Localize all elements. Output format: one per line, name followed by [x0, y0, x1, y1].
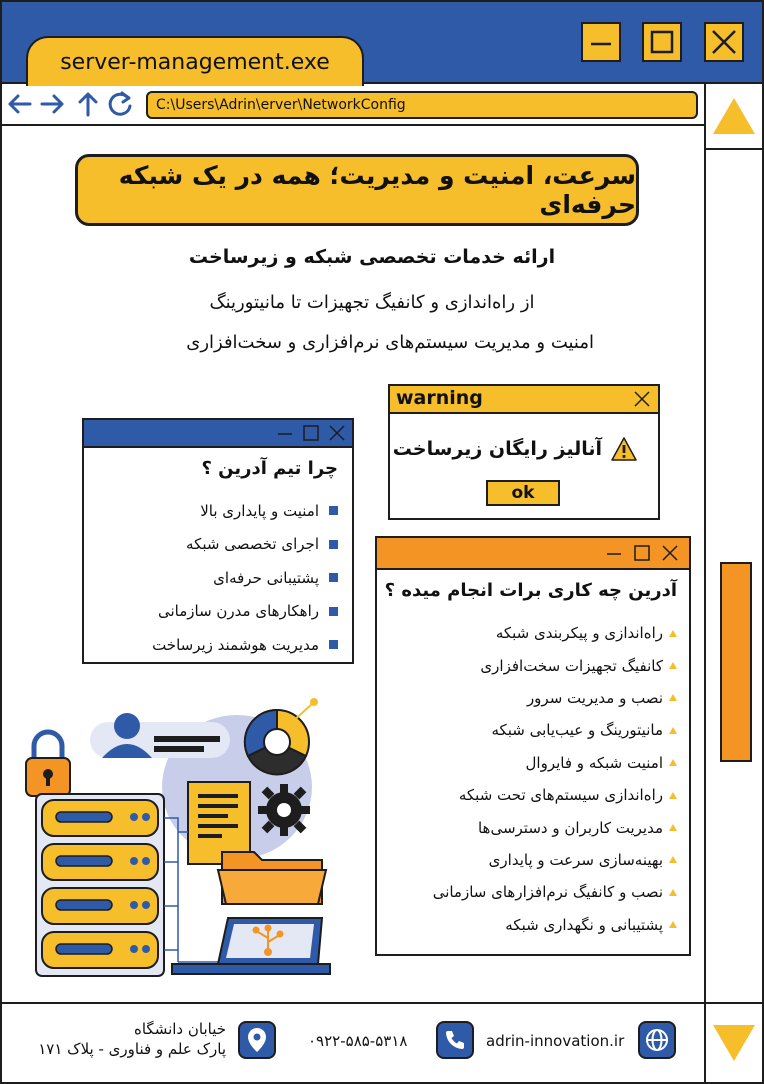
window-controls — [276, 424, 346, 442]
address-line-1: خیابان دانشگاه — [133, 1020, 226, 1038]
folder-icon — [218, 852, 326, 904]
square-bullet-icon — [329, 506, 338, 515]
gear-icon — [258, 784, 310, 836]
list-item: کانفیگ تجهیزات سخت‌افزاری — [433, 649, 677, 681]
website-text[interactable]: adrin-innovation.ir — [486, 1032, 625, 1050]
footer-bar — [2, 1002, 704, 1082]
minimize-icon — [587, 28, 615, 56]
list-item: امنیت شبکه و فایروال — [433, 747, 677, 779]
list-item: امنیت و پایداری بالا — [152, 494, 338, 528]
warning-message: آنالیز رایگان زیرساخت — [392, 438, 602, 460]
server-rack-icon — [36, 794, 164, 976]
address-line-2: پارک علم و فناوری - پلاک ۱۷۱ — [38, 1040, 226, 1058]
square-bullet-icon — [329, 640, 338, 649]
services-window-header — [377, 538, 689, 570]
scroll-down-button[interactable] — [706, 1002, 762, 1082]
user-chat-icon — [90, 713, 230, 758]
why-adrin-window — [82, 418, 354, 664]
triangle-bullet-icon — [669, 727, 677, 734]
why-window-title: چرا تیم آدرین ؟ — [201, 458, 338, 479]
arrow-up-icon[interactable] — [74, 90, 102, 118]
warning-dialog — [388, 384, 660, 520]
triangle-down-icon — [711, 1023, 757, 1063]
list-item: نصب و مدیریت سرور — [433, 682, 677, 714]
triangle-bullet-icon — [669, 792, 677, 799]
list-item: پشتیبانی حرفه‌ای — [152, 561, 338, 595]
triangle-bullet-icon — [669, 889, 677, 896]
services-list — [433, 617, 677, 941]
list-item: پشتیبانی و نگهداری شبکه — [433, 909, 677, 941]
padlock-icon — [26, 732, 70, 796]
triangle-bullet-icon — [669, 694, 677, 701]
window-controls — [605, 544, 679, 562]
close-icon[interactable] — [328, 424, 346, 442]
square-bullet-icon — [329, 573, 338, 582]
server-illustration — [22, 692, 357, 982]
globe-icon — [644, 1027, 670, 1053]
location-pin-icon — [246, 1027, 268, 1053]
list-item: بهینه‌سازی سرعت و پایداری — [433, 844, 677, 876]
minimize-button[interactable] — [581, 22, 621, 62]
minimize-icon[interactable] — [276, 424, 294, 442]
maximize-icon[interactable] — [633, 544, 651, 562]
maximize-icon — [648, 28, 676, 56]
title-bar — [2, 2, 762, 84]
vertical-scrollbar[interactable] — [704, 84, 762, 1082]
phone-icon-box[interactable] — [436, 1021, 474, 1059]
headline-text: سرعت، امنیت و مدیریت؛ همه در یک شبکه حرفه‌ای — [118, 161, 636, 219]
window-title-tab[interactable]: server-management.exe — [26, 36, 364, 86]
warning-icon — [610, 436, 638, 462]
why-window-header — [84, 420, 352, 448]
maximize-icon[interactable] — [302, 424, 320, 442]
arrow-left-icon[interactable] — [6, 90, 34, 118]
intro-line-1: از راه‌اندازی و کانفیگ تجهیزات تا مانیتورینگ — [209, 292, 535, 313]
warning-message-row — [393, 436, 638, 462]
list-item: مدیریت کاربران و دسترسی‌ها — [433, 811, 677, 843]
navigation-bar — [2, 84, 704, 126]
services-window-title: آدرین چه کاری برات انجام میده ؟ — [384, 580, 677, 601]
subtitle: ارائه خدمات تخصصی شبکه و زیرساخت — [188, 246, 556, 268]
triangle-up-icon — [711, 96, 757, 136]
intro-line-2: امنیت و مدیریت سیستم‌های نرم‌افزاری و سخت‌افزاری — [186, 332, 594, 353]
triangle-bullet-icon — [669, 759, 677, 766]
refresh-icon[interactable] — [106, 90, 134, 118]
square-bullet-icon — [329, 540, 338, 549]
headline-banner — [75, 154, 639, 226]
list-item: مانیتورینگ و عیب‌یابی شبکه — [433, 714, 677, 746]
triangle-bullet-icon — [669, 856, 677, 863]
minimize-icon[interactable] — [605, 544, 623, 562]
laptop-icon — [172, 918, 330, 974]
triangle-bullet-icon — [669, 662, 677, 669]
arrow-right-icon[interactable] — [38, 90, 66, 118]
website-icon-box[interactable] — [638, 1021, 676, 1059]
triangle-bullet-icon — [669, 921, 677, 928]
phone-icon — [443, 1028, 467, 1052]
ok-button[interactable]: ok — [486, 480, 560, 506]
list-item: مدیریت هوشمند زیرساخت — [152, 628, 338, 662]
warning-header — [390, 386, 658, 414]
list-item: راهکارهای مدرن سازمانی — [152, 595, 338, 629]
list-item: اجرای تخصصی شبکه — [152, 528, 338, 562]
scrollbar-thumb[interactable] — [720, 562, 752, 762]
list-item: نصب و کانفیگ نرم‌افزارهای سازمانی — [433, 876, 677, 908]
triangle-bullet-icon — [669, 630, 677, 637]
close-icon[interactable] — [661, 544, 679, 562]
close-icon — [710, 28, 738, 56]
list-item: راه‌اندازی و پیکربندی شبکه — [433, 617, 677, 649]
phone-text[interactable]: ۰۹۲۲-۵۸۵-۵۳۱۸ — [308, 1032, 408, 1050]
maximize-button[interactable] — [642, 22, 682, 62]
close-icon[interactable] — [632, 389, 652, 409]
location-icon-box[interactable] — [238, 1021, 276, 1059]
list-item: راه‌اندازی سیستم‌های تحت شبکه — [433, 779, 677, 811]
triangle-bullet-icon — [669, 824, 677, 831]
warning-title: warning — [396, 387, 483, 409]
square-bullet-icon — [329, 607, 338, 616]
services-window — [375, 536, 691, 956]
close-button[interactable] — [704, 22, 744, 62]
address-bar[interactable]: C:\Users\Adrin\erver\NetworkConfig — [146, 91, 698, 119]
why-list — [152, 494, 338, 662]
scroll-up-button[interactable] — [706, 84, 762, 150]
